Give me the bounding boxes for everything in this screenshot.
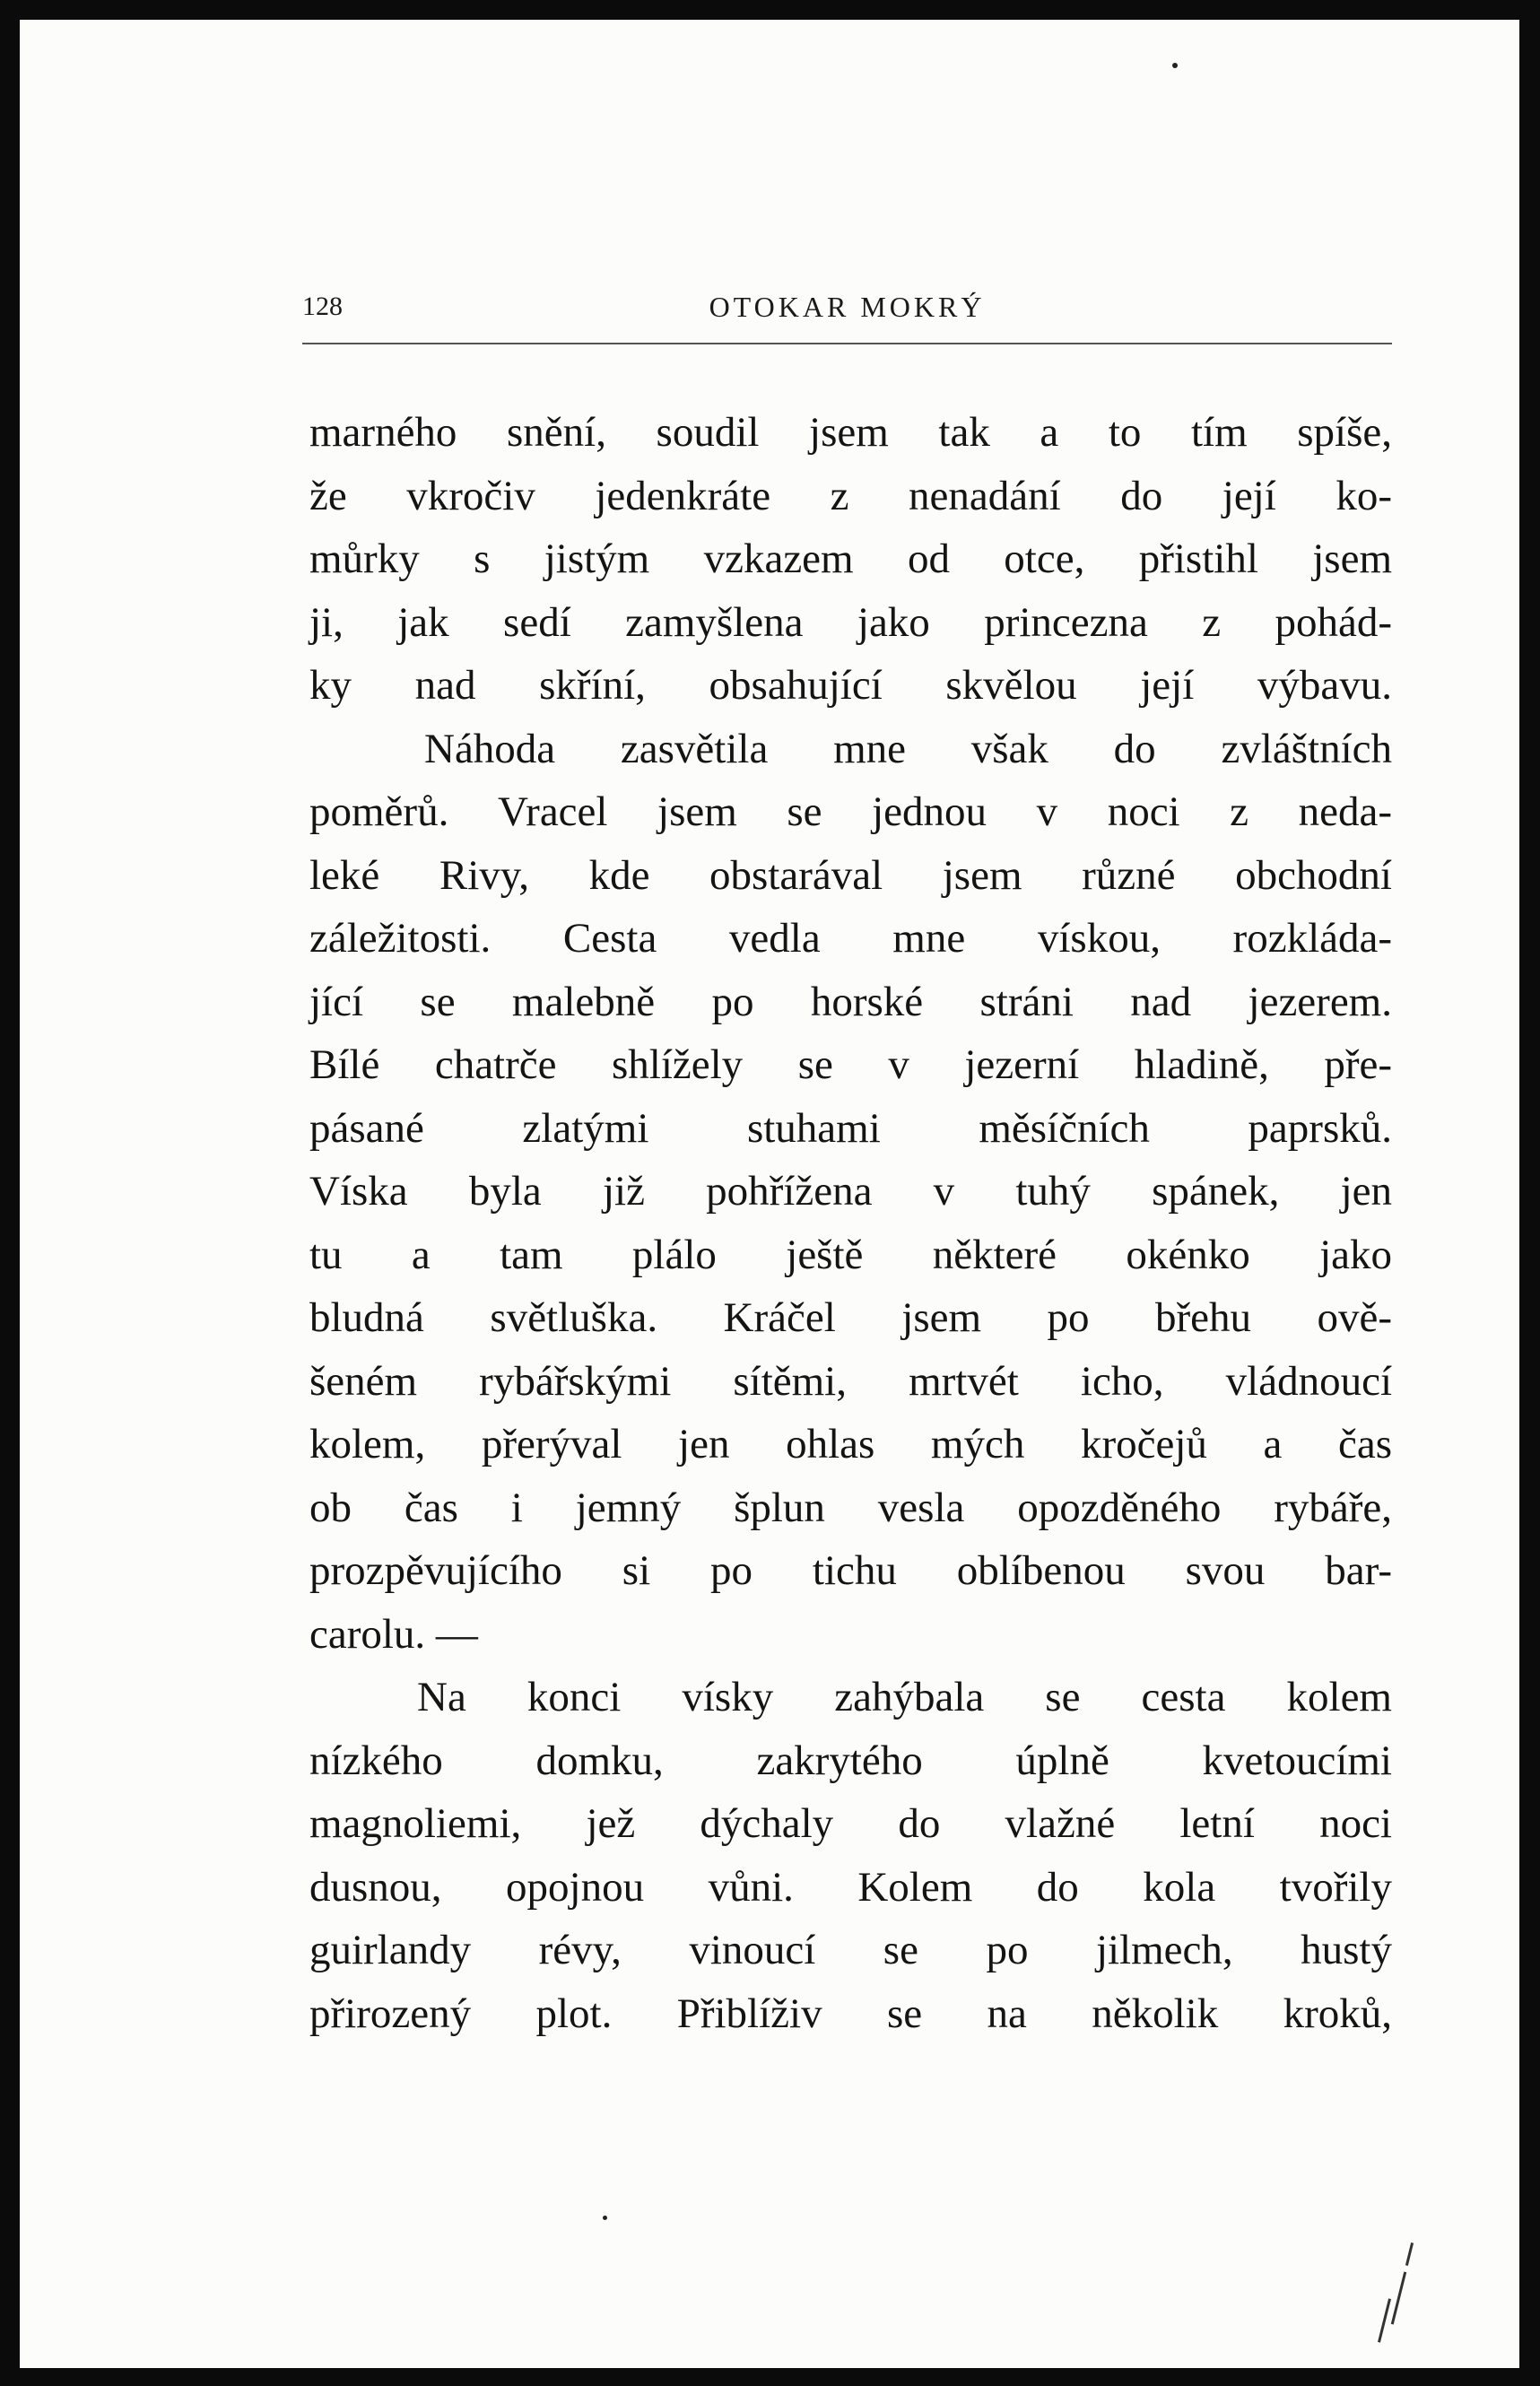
text-line: nízkého domku, zakrytého úplně kvetoucími bbox=[309, 1737, 1392, 1784]
text-line: bludná světluška. Kráčel jsem po břehu ově- bbox=[309, 1294, 1392, 1341]
text-line: ji, jak sedí zamyšlena jako princezna z pohád- bbox=[309, 598, 1392, 646]
text-line: záležitosti. Cesta vedla mne vískou, rozkláda- bbox=[309, 915, 1392, 962]
text-line: ob čas i jemný šplun vesla opozděného rybáře, bbox=[309, 1484, 1392, 1531]
text-line: marného snění, soudil jsem tak a to tím spíše, bbox=[309, 409, 1392, 456]
text-line: dusnou, opojnou vůni. Kolem do kola tvořily bbox=[309, 1863, 1392, 1911]
header-rule bbox=[302, 343, 1392, 344]
text-line: jící se malebně po horské stráni nad jezerem. bbox=[309, 978, 1392, 1025]
text-line: Bílé chatrče shlížely se v jezerní hladině, pře- bbox=[309, 1041, 1392, 1088]
text-line: Víska byla již pohřížena v tuhý spánek, jen bbox=[309, 1168, 1392, 1215]
text-line: ky nad skříní, obsahující skvělou její výbavu. bbox=[309, 662, 1392, 709]
scan-pencil-mark bbox=[1405, 2242, 1414, 2266]
scan-speck bbox=[1172, 63, 1178, 68]
scan-pencil-mark bbox=[1378, 2298, 1391, 2342]
text-line: že vkročiv jedenkráte z nenadání do její ko- bbox=[309, 472, 1392, 519]
text-line: přirozený plot. Přiblíživ se na několik kroků, bbox=[309, 1990, 1392, 2037]
book-page bbox=[20, 20, 1519, 2368]
body-text bbox=[309, 401, 1392, 2045]
text-line: kolem, přerýval jen ohlas mých kročejů a čas bbox=[309, 1421, 1392, 1467]
text-line: Náhoda zasvětila mne však do zvláštních bbox=[424, 725, 1392, 772]
scan-pencil-mark bbox=[1391, 2272, 1406, 2325]
text-line: prozpěvujícího si po tichu oblíbenou svou bar- bbox=[309, 1547, 1392, 1594]
running-head bbox=[302, 289, 1392, 343]
page-number: 128 bbox=[302, 292, 343, 321]
text-line: můrky s jistým vzkazem od otce, přistihl jsem bbox=[309, 536, 1392, 582]
scan-speck bbox=[603, 2216, 607, 2220]
text-line: šeném rybářskými sítěmi, mrtvét icho, vládnoucí bbox=[309, 1357, 1392, 1405]
text-line: guirlandy révy, vinoucí se po jilmech, hustý bbox=[309, 1927, 1392, 1973]
text-line: leké Rivy, kde obstarával jsem různé obchodní bbox=[309, 851, 1392, 899]
text-line: poměrů. Vracel jsem se jednou v noci z neda- bbox=[309, 788, 1392, 835]
text-line: magnoliemi, jež dýchaly do vlažné letní noci bbox=[309, 1800, 1392, 1847]
running-head-title: OTOKAR MOKRÝ bbox=[709, 291, 986, 323]
paragraph-start-line: Na konci vísky zahýbala se cesta kolem bbox=[417, 1674, 1392, 1720]
text-line: pásané zlatými stuhami měsíčních paprsků. bbox=[309, 1104, 1392, 1152]
text-line: carolu. — bbox=[309, 1610, 478, 1658]
text-line: tu a tam plálo ještě některé okénko jako bbox=[309, 1231, 1392, 1278]
